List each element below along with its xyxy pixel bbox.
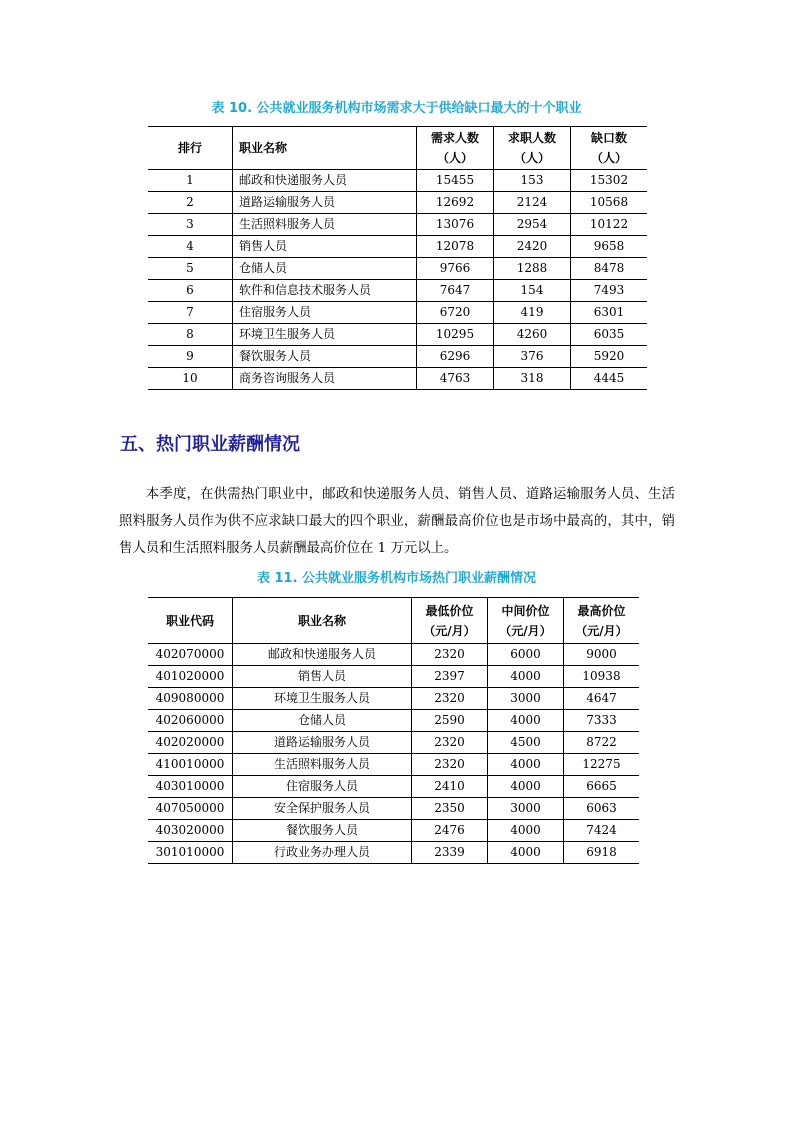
cell-mid-price: 3000 xyxy=(488,688,564,710)
cell-occupation-name: 邮政和快递服务人员 xyxy=(233,644,412,666)
cell-rank: 2 xyxy=(148,192,233,214)
table-row xyxy=(148,710,639,732)
table-row xyxy=(148,324,647,346)
table-row xyxy=(148,666,639,688)
table-row xyxy=(148,754,639,776)
cell-occupation-name: 住宿服务人员 xyxy=(233,302,417,324)
table-row xyxy=(148,644,639,666)
cell-occupation-name: 道路运输服务人员 xyxy=(233,732,412,754)
cell-low-price: 2350 xyxy=(412,798,488,820)
cell-occupation-name: 环境卫生服务人员 xyxy=(233,688,412,710)
header-rank: 排行 xyxy=(148,127,233,170)
cell-low-price: 2590 xyxy=(412,710,488,732)
cell-high-price: 6063 xyxy=(564,798,640,820)
cell-occupation-code: 301010000 xyxy=(148,842,233,864)
cell-rank: 3 xyxy=(148,214,233,236)
cell-mid-price: 4000 xyxy=(488,842,564,864)
cell-occupation-code: 409080000 xyxy=(148,688,233,710)
table-row xyxy=(148,820,639,842)
header-mid-label: 中间价位 xyxy=(501,603,550,618)
cell-low-price: 2410 xyxy=(412,776,488,798)
cell-seekers: 4260 xyxy=(494,324,571,346)
section-paragraph: 本季度，在供需热门职业中，邮政和快递服务人员、销售人员、道路运输服务人员、生活照料服务人员作为供不应求缺口最大的四个职业，薪酬最高价位也是市场中最高的，其中，销售人员和生活照料服务人员薪酬最高价位在 1 万元以上。 xyxy=(119,487,675,556)
header-occupation-code: 职业代码 xyxy=(148,598,233,644)
cell-rank: 10 xyxy=(148,368,233,390)
cell-gap: 4445 xyxy=(571,368,648,390)
table-row xyxy=(148,776,639,798)
table-row xyxy=(148,236,647,258)
cell-occupation-name: 安全保护服务人员 xyxy=(233,798,412,820)
table-row xyxy=(148,346,647,368)
cell-high-price: 6665 xyxy=(564,776,640,798)
cell-occupation-code: 402070000 xyxy=(148,644,233,666)
cell-seekers: 2124 xyxy=(494,192,571,214)
cell-mid-price: 4000 xyxy=(488,754,564,776)
cell-occupation-code: 402020000 xyxy=(148,732,233,754)
header-low-label: 最低价位 xyxy=(425,603,474,618)
cell-mid-price: 4000 xyxy=(488,666,564,688)
cell-gap: 8478 xyxy=(571,258,648,280)
cell-low-price: 2397 xyxy=(412,666,488,688)
cell-occupation-name: 住宿服务人员 xyxy=(233,776,412,798)
cell-low-price: 2320 xyxy=(412,732,488,754)
cell-occupation-name: 环境卫生服务人员 xyxy=(233,324,417,346)
cell-rank: 6 xyxy=(148,280,233,302)
cell-occupation-name: 行政业务办理人员 xyxy=(233,842,412,864)
cell-high-price: 7333 xyxy=(564,710,640,732)
table-row xyxy=(148,798,639,820)
cell-low-price: 2339 xyxy=(412,842,488,864)
cell-rank: 9 xyxy=(148,346,233,368)
cell-demand: 12692 xyxy=(417,192,494,214)
table-row xyxy=(148,842,639,864)
salary-table xyxy=(148,597,639,864)
cell-occupation-name: 道路运输服务人员 xyxy=(233,192,417,214)
table-row xyxy=(148,214,647,236)
cell-gap: 5920 xyxy=(571,346,648,368)
cell-gap: 9658 xyxy=(571,236,648,258)
cell-occupation-code: 407050000 xyxy=(148,798,233,820)
header-occupation-name: 职业名称 xyxy=(233,598,412,644)
table-header-row xyxy=(148,598,639,644)
cell-low-price: 2320 xyxy=(412,644,488,666)
cell-rank: 7 xyxy=(148,302,233,324)
cell-seekers: 153 xyxy=(494,170,571,192)
cell-demand: 7647 xyxy=(417,280,494,302)
cell-rank: 5 xyxy=(148,258,233,280)
header-demand-label: 需求人数 xyxy=(430,131,479,145)
cell-gap: 15302 xyxy=(571,170,648,192)
table-row xyxy=(148,688,639,710)
cell-seekers: 419 xyxy=(494,302,571,324)
cell-gap: 10122 xyxy=(571,214,648,236)
header-high-label: 最高价位 xyxy=(577,603,626,618)
header-occupation-name: 职业名称 xyxy=(233,127,417,170)
cell-high-price: 4647 xyxy=(564,688,640,710)
cell-seekers: 154 xyxy=(494,280,571,302)
table-row xyxy=(148,280,647,302)
cell-seekers: 2954 xyxy=(494,214,571,236)
table-row xyxy=(148,170,647,192)
cell-rank: 4 xyxy=(148,236,233,258)
table-row xyxy=(148,192,647,214)
cell-demand: 6720 xyxy=(417,302,494,324)
table-row xyxy=(148,302,647,324)
section-heading: 五、热门职业薪酬情况 xyxy=(120,434,300,455)
cell-mid-price: 3000 xyxy=(488,798,564,820)
cell-seekers: 376 xyxy=(494,346,571,368)
cell-occupation-name: 软件和信息技术服务人员 xyxy=(233,280,417,302)
cell-occupation-name: 生活照料服务人员 xyxy=(233,214,417,236)
cell-mid-price: 4000 xyxy=(488,820,564,842)
cell-high-price: 8722 xyxy=(564,732,640,754)
header-seekers-unit: （人） xyxy=(513,151,550,165)
header-demand-unit: （人） xyxy=(436,151,473,165)
header-mid-price xyxy=(488,598,564,644)
cell-mid-price: 6000 xyxy=(488,644,564,666)
cell-rank: 8 xyxy=(148,324,233,346)
cell-demand: 10295 xyxy=(417,324,494,346)
table-header-row xyxy=(148,127,647,170)
header-seekers xyxy=(494,127,571,170)
cell-gap: 6035 xyxy=(571,324,648,346)
cell-occupation-name: 仓储人员 xyxy=(233,258,417,280)
cell-low-price: 2320 xyxy=(412,754,488,776)
header-seekers-label: 求职人数 xyxy=(507,131,556,145)
cell-seekers: 1288 xyxy=(494,258,571,280)
cell-occupation-name: 邮政和快递服务人员 xyxy=(233,170,417,192)
cell-seekers: 2420 xyxy=(494,236,571,258)
cell-demand: 4763 xyxy=(417,368,494,390)
cell-gap: 7493 xyxy=(571,280,648,302)
cell-demand: 13076 xyxy=(417,214,494,236)
header-low-price xyxy=(412,598,488,644)
cell-high-price: 7424 xyxy=(564,820,640,842)
cell-demand: 9766 xyxy=(417,258,494,280)
header-gap-unit: （人） xyxy=(590,151,627,165)
cell-high-price: 9000 xyxy=(564,644,640,666)
cell-occupation-code: 410010000 xyxy=(148,754,233,776)
cell-occupation-name: 销售人员 xyxy=(233,236,417,258)
cell-high-price: 6918 xyxy=(564,842,640,864)
cell-occupation-name: 销售人员 xyxy=(233,666,412,688)
cell-mid-price: 4000 xyxy=(488,776,564,798)
cell-low-price: 2320 xyxy=(412,688,488,710)
cell-occupation-name: 生活照料服务人员 xyxy=(233,754,412,776)
cell-occupation-name: 餐饮服务人员 xyxy=(233,820,412,842)
header-low-unit: （元/月） xyxy=(423,623,476,638)
cell-occupation-code: 401020000 xyxy=(148,666,233,688)
cell-occupation-code: 403020000 xyxy=(148,820,233,842)
cell-gap: 6301 xyxy=(571,302,648,324)
header-demand xyxy=(417,127,494,170)
cell-gap: 10568 xyxy=(571,192,648,214)
cell-occupation-code: 403010000 xyxy=(148,776,233,798)
header-gap-label: 缺口数 xyxy=(590,131,627,145)
table-10-caption: 表 10. 公共就业服务机构市场需求大于供给缺口最大的十个职业 xyxy=(211,101,582,116)
cell-seekers: 318 xyxy=(494,368,571,390)
cell-occupation-name: 仓储人员 xyxy=(233,710,412,732)
cell-high-price: 12275 xyxy=(564,754,640,776)
table-row xyxy=(148,258,647,280)
cell-demand: 12078 xyxy=(417,236,494,258)
cell-demand: 6296 xyxy=(417,346,494,368)
cell-occupation-name: 餐饮服务人员 xyxy=(233,346,417,368)
cell-high-price: 10938 xyxy=(564,666,640,688)
header-mid-unit: （元/月） xyxy=(499,623,552,638)
table-row xyxy=(148,368,647,390)
table-11-caption: 表 11. 公共就业服务机构市场热门职业薪酬情况 xyxy=(256,571,537,586)
cell-low-price: 2476 xyxy=(412,820,488,842)
header-gap xyxy=(571,127,648,170)
cell-mid-price: 4500 xyxy=(488,732,564,754)
cell-occupation-name: 商务咨询服务人员 xyxy=(233,368,417,390)
table-row xyxy=(148,732,639,754)
header-high-price xyxy=(564,598,640,644)
shortage-occupations-table xyxy=(148,126,647,390)
cell-mid-price: 4000 xyxy=(488,710,564,732)
cell-demand: 15455 xyxy=(417,170,494,192)
cell-occupation-code: 402060000 xyxy=(148,710,233,732)
header-high-unit: （元/月） xyxy=(575,623,628,638)
cell-rank: 1 xyxy=(148,170,233,192)
